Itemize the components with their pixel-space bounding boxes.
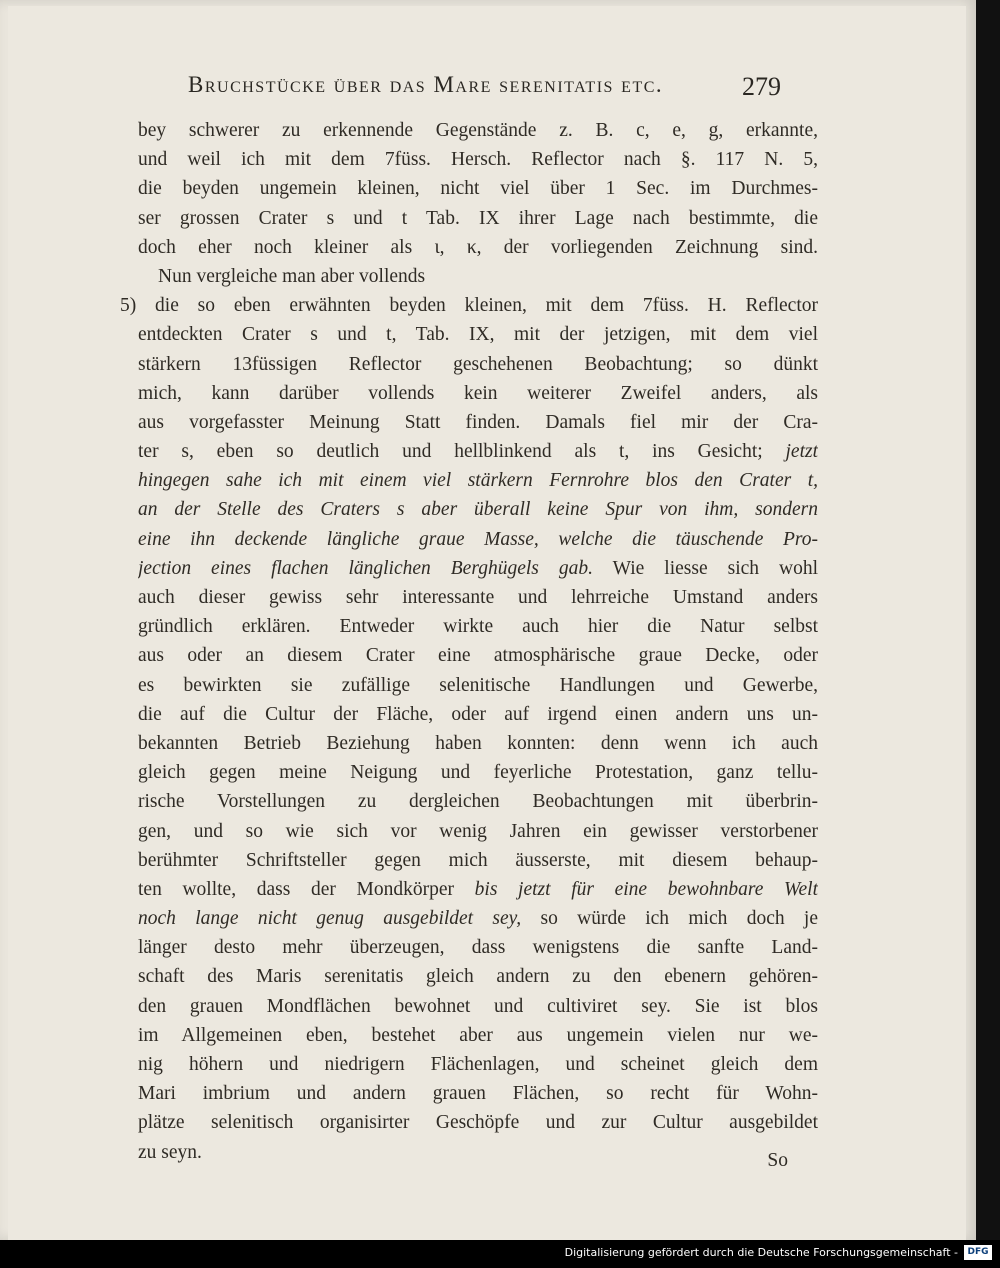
catchword: So <box>767 1149 788 1171</box>
text-line: gründlich erklären. Entweder wirkte auch hier die Natur selbst <box>138 616 818 638</box>
page-number: 279 <box>742 72 781 101</box>
text-line: den grauen Mondflächen bewohnet und cultiviret sey. Sie ist blos <box>138 995 818 1017</box>
text-line: zu seyn. <box>138 1141 202 1163</box>
italic-line: an der Stelle des Craters s aber überall keine Spur von ihm, sondern <box>138 499 818 521</box>
text-line: ser grossen Crater s und t Tab. IX ihrer Lage nach bestimmte, die <box>138 207 818 229</box>
text-line: aus vorgefasster Meinung Statt finden. Damals fiel mir der Cra- <box>138 411 818 433</box>
text-segment: ter s, eben so deutlich und hellblinkend als t, ins Gesicht; <box>138 441 763 463</box>
italic-segment: noch lange nicht genug ausgebildet sey, <box>138 908 522 930</box>
text-line <box>138 554 818 583</box>
last-line-row <box>138 1138 818 1171</box>
text-line: Mari imbrium und andern grauen Flächen, so recht für Wohn- <box>138 1083 818 1105</box>
italic-segment: jection eines flachen länglichen Berghügels gab. <box>138 557 593 579</box>
text-line: rische Vorstellungen zu dergleichen Beobachtungen mit überbrin- <box>138 791 818 813</box>
text-line: und weil ich mit dem 7füss. Hersch. Reflector nach §. 117 N. 5, <box>138 149 818 171</box>
text-line: stärkern 13füssigen Reflector geschehenen Beobachtung; so dünkt <box>138 353 818 375</box>
text-line: berühmter Schriftsteller gegen mich äusserste, mit diesem behaup- <box>138 849 818 871</box>
text-line <box>138 437 818 466</box>
text-line: doch eher noch kleiner als ι, κ, der vorliegenden Zeichnung sind. <box>138 236 818 258</box>
italic-segment: bis jetzt für eine bewohnbare Welt <box>474 878 818 900</box>
text-line: bekannten Betrieb Beziehung haben konnten: denn wenn ich auch <box>138 732 818 754</box>
text-segment: ten wollte, dass der Mondkörper <box>138 878 454 900</box>
funding-credit: Digitalisierung gefördert durch die Deutsche Forschungsgemeinschaft - <box>564 1246 958 1259</box>
italic-line: eine ihn deckende längliche graue Masse, welche die täuschende Pro- <box>138 528 818 550</box>
text-line: 5) die so eben erwähnten beyden kleinen, mit dem 7füss. H. Reflector <box>120 295 818 317</box>
text-line: plätze selenitisch organisirter Geschöpfe und zur Cultur ausgebildet <box>138 1112 818 1134</box>
italic-line: hingegen sahe ich mit einem viel stärkern Fernrohre blos den Crater t, <box>138 470 818 492</box>
text-line: die beyden ungemein kleinen, nicht viel über 1 Sec. im Durchmes- <box>138 178 818 200</box>
text-line: aus oder an diesem Crater eine atmosphärische graue Decke, oder <box>138 645 818 667</box>
italic-segment: jetzt <box>785 441 818 463</box>
text-line: gleich gegen meine Neigung und feyerliche Protestation, ganz tellu- <box>138 762 818 784</box>
paper-sheet <box>8 6 966 1240</box>
digitization-footer <box>0 1240 1000 1268</box>
text-line: es bewirkten sie zufällige selenitische Handlungen und Gewerbe, <box>138 674 818 696</box>
text-line <box>138 875 818 904</box>
text-line: schaft des Maris serenitatis gleich andern zu den ebenern gehören- <box>138 966 818 988</box>
text-line: mich, kann darüber vollends kein weiterer Zweifel anders, als <box>138 382 818 404</box>
text-line: Nun vergleiche man aber vollends <box>158 265 426 287</box>
page-header <box>8 72 966 112</box>
text-line: bey schwerer zu erkennende Gegenstände z. B. c, e, g, erkannte, <box>138 120 818 141</box>
text-segment: so würde ich mich doch je <box>540 908 818 930</box>
text-line: im Allgemeinen eben, bestehet aber aus ungemein vielen nur we- <box>138 1024 818 1046</box>
text-line: länger desto mehr überzeugen, dass wenigstens die sanfte Land- <box>138 937 818 959</box>
text-line: auch dieser gewiss sehr interessante und lehrreiche Umstand anders <box>138 587 818 608</box>
text-line: gen, und so wie sich vor wenig Jahren ein gewisser verstorbener <box>138 820 818 842</box>
body-text <box>120 116 818 1171</box>
text-line: nig höhern und niedrigern Flächenlagen, und scheinet gleich dem <box>138 1054 818 1075</box>
running-title: Bruchstücke über das Mare serenitatis etc. <box>188 72 664 97</box>
text-segment: Wie liesse sich wohl <box>612 557 818 579</box>
text-line: die auf die Cultur der Fläche, oder auf irgend einen andern uns un- <box>138 703 818 725</box>
text-line: entdeckten Crater s und t, Tab. IX, mit der jetzigen, mit dem viel <box>138 324 818 346</box>
text-line <box>138 904 818 933</box>
dfg-logo-icon: DFG <box>964 1245 992 1260</box>
